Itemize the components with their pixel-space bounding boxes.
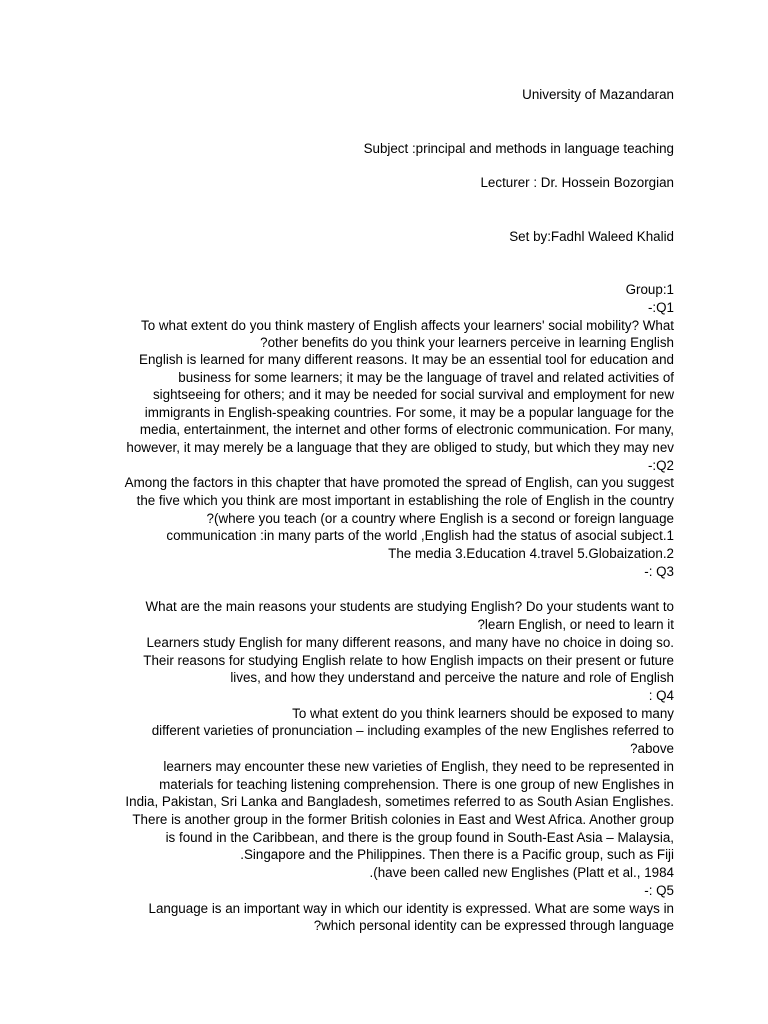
answer-text: Learners study English for many different reasons, and many have no choice in doing so. xyxy=(146,635,674,650)
answer-text: lives, and how they understand and perceive the nature and role of English xyxy=(230,670,674,685)
question-text: Among the factors in this chapter that have promoted the spread of English, can you suggest xyxy=(124,475,674,490)
lecturer-line: Lecturer : Dr. Hossein Bozorgian xyxy=(480,175,674,190)
answer-text: sightseeing for others; and it may be needed for social survival and employment for new xyxy=(152,387,674,402)
question-heading-q3: -: Q3 xyxy=(644,564,674,579)
answer-text: communication :in many parts of the world ,English had the status of asocial subject.1 xyxy=(166,528,674,543)
answer-text: is found in the Caribbean, and there is the group found in South-East Asia – Malaysia, xyxy=(165,830,674,845)
university-name: University of Mazandaran xyxy=(522,87,674,102)
answer-text: .(have been called new Englishes (Platt et al., 1984 xyxy=(369,865,674,880)
answer-text: materials for teaching listening comprehension. There is one group of new Englishes in xyxy=(159,777,674,792)
answer-text: India, Pakistan, Sri Lanka and Bangladesh, sometimes referred to as South Asian Englishes. xyxy=(125,794,674,809)
answer-text: however, it may merely be a language that they are obliged to study, but which they may nev xyxy=(126,440,674,455)
question-text: ?other benefits do you think your learners perceive in learning English xyxy=(260,335,674,350)
answer-text: The media 3.Education 4.travel 5.Globaization.2 xyxy=(388,546,674,561)
group-line: Group:1 xyxy=(625,282,674,297)
answer-text: media, entertainment, the internet and other forms of electronic communication. For many, xyxy=(139,422,674,437)
answer-text: immigrants in English-speaking countries. For some, it may be a popular language for the xyxy=(144,405,674,420)
answer-text: There is another group in the former British colonies in East and West Africa. Another group xyxy=(132,812,674,827)
question-text: the five which you think are most important in establishing the role of English in the country xyxy=(136,493,674,508)
answer-text: Their reasons for studying English relate to how English impacts on their present or future xyxy=(143,653,674,668)
question-text: To what extent do you think learners should be exposed to many xyxy=(292,706,674,721)
question-heading-q4: : Q4 xyxy=(648,688,674,703)
answer-text: English is learned for many different reasons. It may be an essential tool for education and xyxy=(139,352,674,367)
question-text: What are the main reasons your students are studying English? Do your students want to xyxy=(145,599,674,614)
author-line: Set by:Fadhl Waleed Khalid xyxy=(509,229,674,244)
question-heading-q5: -: Q5 xyxy=(644,883,674,898)
question-text: ?(where you teach (or a country where English is a second or foreign language xyxy=(206,511,674,526)
question-text: ?learn English, or need to learn it xyxy=(477,617,674,632)
question-text: ?above xyxy=(630,741,674,756)
answer-text: learners may encounter these new varieties of English, they need to be represented in xyxy=(163,759,674,774)
answer-text: .Singapore and the Philippines. Then there is a Pacific group, such as Fiji xyxy=(240,847,674,862)
question-text: ?which personal identity can be expressed through language xyxy=(313,918,674,933)
question-text: To what extent do you think mastery of English affects your learners' social mobility? What xyxy=(141,318,674,333)
subject-line: Subject :principal and methods in language teaching xyxy=(363,141,674,156)
answer-text: business for some learners; it may be the language of travel and related activities of xyxy=(178,370,674,385)
question-text: different varieties of pronunciation – including examples of the new Englishes referred to xyxy=(151,723,674,738)
question-heading-q1: -:Q1 xyxy=(647,300,674,315)
question-text: Language is an important way in which our identity is expressed. What are some ways in xyxy=(148,901,674,916)
question-heading-q2: -:Q2 xyxy=(647,458,674,473)
